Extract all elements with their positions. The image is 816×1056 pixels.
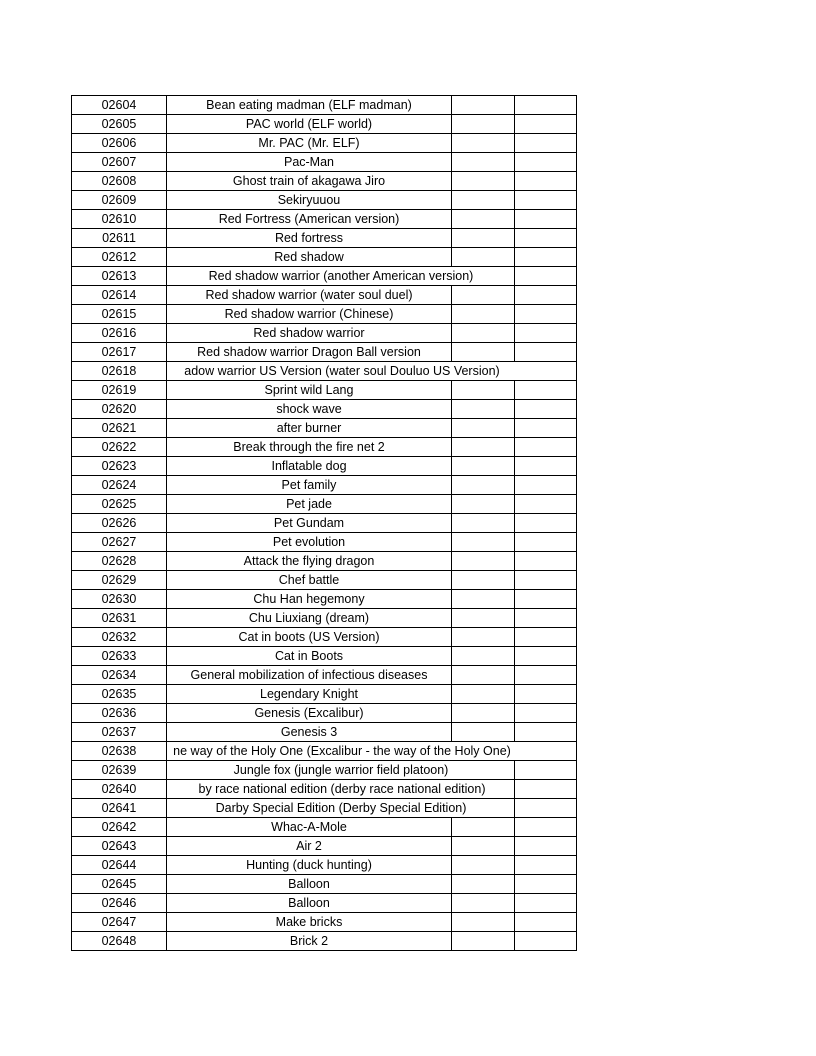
cell-name-text: Mr. PAC (Mr. ELF) [258, 136, 360, 150]
cell-id[interactable]: 02629 [71, 571, 166, 589]
cell-name[interactable] [166, 153, 451, 171]
cell-name[interactable] [166, 267, 514, 285]
cell-empty-d[interactable] [514, 818, 577, 836]
cell-name[interactable] [166, 324, 451, 342]
cell-empty-d[interactable] [514, 875, 577, 893]
table-row [71, 286, 577, 305]
table-row [71, 856, 577, 875]
table-row [71, 799, 577, 818]
cell-name[interactable] [166, 856, 451, 874]
table-row [71, 913, 577, 932]
cell-name[interactable] [166, 305, 451, 323]
table-row [71, 590, 577, 609]
table-row [71, 761, 577, 780]
cell-name-text: Attack the flying dragon [243, 554, 375, 568]
cell-empty-d[interactable] [514, 400, 577, 418]
cell-empty-d[interactable] [514, 799, 577, 817]
cell-empty-d[interactable] [514, 780, 577, 798]
cell-name[interactable] [166, 343, 451, 361]
cell-empty-d[interactable] [514, 172, 577, 190]
cell-empty-d[interactable] [514, 647, 577, 665]
cell-empty-c[interactable] [451, 894, 514, 912]
cell-id[interactable]: 02631 [71, 609, 166, 627]
cell-id[interactable]: 02611 [71, 229, 166, 247]
cell-empty-c[interactable] [451, 438, 514, 456]
cell-name[interactable] [166, 96, 451, 114]
cell-id[interactable]: 02609 [71, 191, 166, 209]
cell-empty-d[interactable] [514, 419, 577, 437]
cell-name-text: Pac-Man [283, 155, 335, 169]
cell-name[interactable] [166, 191, 451, 209]
cell-empty-c[interactable] [451, 305, 514, 323]
cell-id[interactable]: 02642 [71, 818, 166, 836]
cell-empty-c[interactable] [451, 286, 514, 304]
cell-empty-d[interactable] [514, 628, 577, 646]
cell-name-text: General mobilization of infectious diseases [190, 668, 428, 682]
cell-empty-c[interactable] [451, 153, 514, 171]
cell-id[interactable]: 02620 [71, 400, 166, 418]
table-row [71, 115, 577, 134]
cell-empty-c[interactable] [451, 856, 514, 874]
cell-name-text: Genesis (Excalibur) [254, 706, 364, 720]
cell-name-text: Cat in boots (US Version) [238, 630, 380, 644]
cell-empty-c[interactable] [451, 818, 514, 836]
table-row [71, 400, 577, 419]
cell-empty-d[interactable] [514, 704, 577, 722]
cell-empty-c[interactable] [451, 666, 514, 684]
cell-empty-d[interactable] [514, 248, 577, 266]
cell-empty-d[interactable] [514, 210, 577, 228]
cell-name[interactable] [166, 628, 451, 646]
cell-id[interactable]: 02625 [71, 495, 166, 513]
cell-id[interactable]: 02647 [71, 913, 166, 931]
cell-empty-d[interactable] [514, 685, 577, 703]
table-row [71, 476, 577, 495]
cell-id[interactable]: 02633 [71, 647, 166, 665]
cell-name[interactable] [166, 419, 451, 437]
cell-id[interactable]: 02632 [71, 628, 166, 646]
table-row [71, 514, 577, 533]
cell-empty-c[interactable] [451, 229, 514, 247]
cell-empty-c[interactable] [451, 400, 514, 418]
table-row [71, 533, 577, 552]
cell-empty-c[interactable] [451, 875, 514, 893]
cell-name[interactable] [166, 438, 451, 456]
cell-name[interactable] [166, 533, 451, 551]
cell-empty-d[interactable] [514, 495, 577, 513]
cell-name[interactable] [166, 172, 451, 190]
cell-empty-d[interactable] [514, 723, 577, 741]
cell-name-text: Darby Special Edition (Derby Special Edition) [215, 801, 467, 815]
cell-name-text: Red shadow warrior [253, 326, 365, 340]
cell-id[interactable]: 02635 [71, 685, 166, 703]
cell-empty-d[interactable] [514, 856, 577, 874]
cell-name[interactable] [166, 609, 451, 627]
cell-empty-d[interactable] [514, 115, 577, 133]
cell-name-text: Inflatable dog [271, 459, 347, 473]
cell-name[interactable] [166, 457, 451, 475]
cell-name-text: PAC world (ELF world) [245, 117, 373, 131]
cell-empty-c[interactable] [451, 324, 514, 342]
cell-name-text: Red shadow warrior (water soul duel) [205, 288, 413, 302]
cell-name-text: Red shadow warrior Dragon Ball version [197, 345, 421, 359]
table-row [71, 457, 577, 476]
cell-empty-c[interactable] [451, 495, 514, 513]
cell-empty-d[interactable] [514, 932, 577, 950]
cell-name-text: Break through the fire net 2 [233, 440, 385, 454]
cell-id[interactable]: 02616 [71, 324, 166, 342]
cell-name[interactable] [166, 818, 451, 836]
cell-id[interactable]: 02621 [71, 419, 166, 437]
cell-name-text: Red shadow warrior (another American version) [208, 269, 474, 283]
cell-name-text: Pet family [281, 478, 337, 492]
cell-id[interactable]: 02604 [71, 96, 166, 114]
cell-name-text: by race national edition (derby race national edition) [198, 782, 486, 796]
cell-empty-c[interactable] [451, 590, 514, 608]
cell-name-text: Balloon [288, 877, 330, 891]
cell-empty-d[interactable] [514, 343, 577, 361]
cell-id[interactable]: 02615 [71, 305, 166, 323]
table-row [71, 894, 577, 913]
cell-name-text: Brick 2 [289, 934, 329, 948]
cell-empty-d[interactable] [514, 438, 577, 456]
cell-id[interactable]: 02612 [71, 248, 166, 266]
table-row [71, 628, 577, 647]
cell-empty-c[interactable] [451, 837, 514, 855]
cell-empty-c[interactable] [451, 533, 514, 551]
cell-name[interactable] [166, 932, 451, 950]
cell-empty-c[interactable] [451, 419, 514, 437]
cell-name[interactable] [166, 400, 451, 418]
table-row [71, 305, 577, 324]
cell-name[interactable] [166, 666, 451, 684]
cell-name-text: Genesis 3 [280, 725, 338, 739]
table-row [71, 837, 577, 856]
cell-id[interactable]: 02608 [71, 172, 166, 190]
cell-empty-d[interactable] [514, 305, 577, 323]
cell-empty-d[interactable] [514, 514, 577, 532]
cell-name[interactable] [166, 229, 451, 247]
table-row [71, 647, 577, 666]
cell-name[interactable] [166, 723, 451, 741]
cell-name-text: Cat in Boots [274, 649, 344, 663]
cell-empty-d[interactable] [514, 742, 577, 760]
cell-empty-d[interactable] [514, 761, 577, 779]
cell-empty-d[interactable] [514, 457, 577, 475]
cell-empty-d[interactable] [514, 666, 577, 684]
cell-empty-c[interactable] [451, 685, 514, 703]
table-row [71, 495, 577, 514]
cell-empty-d[interactable] [514, 153, 577, 171]
cell-id[interactable]: 02618 [71, 362, 166, 380]
cell-empty-d[interactable] [514, 533, 577, 551]
cell-name-text: Ghost train of akagawa Jiro [232, 174, 386, 188]
table-row [71, 343, 577, 362]
cell-empty-d[interactable] [514, 324, 577, 342]
table-row [71, 172, 577, 191]
cell-id[interactable]: 02628 [71, 552, 166, 570]
cell-name[interactable] [166, 837, 451, 855]
cell-empty-c[interactable] [451, 134, 514, 152]
table-row [71, 419, 577, 438]
cell-empty-d[interactable] [514, 571, 577, 589]
table-row [71, 571, 577, 590]
cell-empty-d[interactable] [514, 96, 577, 114]
cell-name[interactable] [166, 248, 451, 266]
cell-name-text: shock wave [276, 402, 342, 416]
cell-empty-d[interactable] [514, 362, 577, 380]
cell-empty-c[interactable] [451, 115, 514, 133]
cell-name[interactable] [166, 894, 451, 912]
cell-empty-c[interactable] [451, 571, 514, 589]
cell-name[interactable] [166, 210, 451, 228]
cell-name-text: Hunting (duck hunting) [246, 858, 372, 872]
cell-id[interactable]: 02617 [71, 343, 166, 361]
cell-empty-d[interactable] [514, 590, 577, 608]
cell-id[interactable]: 02610 [71, 210, 166, 228]
cell-id[interactable]: 02634 [71, 666, 166, 684]
cell-name[interactable] [166, 571, 451, 589]
cell-empty-c[interactable] [451, 191, 514, 209]
cell-id[interactable]: 02624 [71, 476, 166, 494]
cell-id[interactable]: 02626 [71, 514, 166, 532]
cell-empty-c[interactable] [451, 552, 514, 570]
cell-name[interactable] [166, 362, 514, 380]
cell-empty-d[interactable] [514, 894, 577, 912]
cell-id[interactable]: 02644 [71, 856, 166, 874]
cell-name-text: Chef battle [278, 573, 340, 587]
cell-name[interactable] [166, 799, 514, 817]
cell-name-text: Bean eating madman (ELF madman) [206, 98, 412, 112]
cell-id[interactable]: 02619 [71, 381, 166, 399]
cell-empty-c[interactable] [451, 723, 514, 741]
cell-name-text: Pet evolution [272, 535, 346, 549]
cell-empty-c[interactable] [451, 248, 514, 266]
cell-name-text: Red Fortress (American version) [218, 212, 400, 226]
table-row [71, 191, 577, 210]
cell-name-text: Chu Han hegemony [253, 592, 365, 606]
cell-id[interactable]: 02606 [71, 134, 166, 152]
cell-empty-c[interactable] [451, 172, 514, 190]
cell-name[interactable] [166, 514, 451, 532]
cell-empty-c[interactable] [451, 343, 514, 361]
cell-name[interactable] [166, 590, 451, 608]
cell-empty-d[interactable] [514, 286, 577, 304]
cell-name-text: adow warrior US Version (water soul Douluo US Version) [184, 364, 500, 378]
cell-empty-c[interactable] [451, 96, 514, 114]
cell-id[interactable]: 02630 [71, 590, 166, 608]
cell-name[interactable] [166, 685, 451, 703]
table-row [71, 324, 577, 343]
table-row [71, 381, 577, 400]
cell-name[interactable] [166, 476, 451, 494]
cell-empty-c[interactable] [451, 381, 514, 399]
cell-empty-d[interactable] [514, 476, 577, 494]
cell-name[interactable] [166, 552, 451, 570]
cell-name[interactable] [166, 495, 451, 513]
cell-id[interactable]: 02639 [71, 761, 166, 779]
cell-id[interactable]: 02636 [71, 704, 166, 722]
cell-id[interactable]: 02643 [71, 837, 166, 855]
cell-id[interactable]: 02613 [71, 267, 166, 285]
cell-empty-d[interactable] [514, 552, 577, 570]
table-row [71, 153, 577, 172]
cell-name-text: Make bricks [275, 915, 343, 929]
cell-name-text: Chu Liuxiang (dream) [248, 611, 370, 625]
cell-name-text: Sekiryuuou [277, 193, 341, 207]
cell-id[interactable]: 02605 [71, 115, 166, 133]
cell-name-text: Red fortress [274, 231, 344, 245]
table-row [71, 932, 577, 951]
table-row [71, 609, 577, 628]
cell-empty-c[interactable] [451, 913, 514, 931]
cell-id[interactable]: 02614 [71, 286, 166, 304]
cell-name[interactable] [166, 875, 451, 893]
cell-id[interactable]: 02641 [71, 799, 166, 817]
cell-name[interactable] [166, 647, 451, 665]
table-row [71, 818, 577, 837]
cell-empty-c[interactable] [451, 628, 514, 646]
cell-id[interactable]: 02623 [71, 457, 166, 475]
cell-name-text: Legendary Knight [260, 687, 358, 701]
cell-id[interactable]: 02645 [71, 875, 166, 893]
table-row [71, 552, 577, 571]
table-row [71, 704, 577, 723]
cell-name-text: after burner [276, 421, 342, 435]
cell-empty-d[interactable] [514, 134, 577, 152]
table-row [71, 723, 577, 742]
cell-empty-d[interactable] [514, 229, 577, 247]
cell-empty-c[interactable] [451, 476, 514, 494]
cell-empty-c[interactable] [451, 609, 514, 627]
cell-empty-d[interactable] [514, 381, 577, 399]
cell-id[interactable]: 02622 [71, 438, 166, 456]
cell-id[interactable]: 02648 [71, 932, 166, 950]
cell-id[interactable]: 02627 [71, 533, 166, 551]
table-row [71, 95, 577, 115]
cell-id[interactable]: 02607 [71, 153, 166, 171]
cell-name[interactable] [166, 704, 451, 722]
cell-name[interactable] [166, 286, 451, 304]
cell-empty-c[interactable] [451, 457, 514, 475]
cell-empty-c[interactable] [451, 514, 514, 532]
cell-name[interactable] [166, 115, 451, 133]
cell-id[interactable]: 02640 [71, 780, 166, 798]
spreadsheet-table [71, 95, 577, 951]
table-row [71, 666, 577, 685]
cell-name[interactable] [166, 742, 514, 760]
cell-name-text: Red shadow warrior (Chinese) [224, 307, 394, 321]
cell-name[interactable] [166, 780, 514, 798]
table-row [71, 685, 577, 704]
cell-empty-c[interactable] [451, 647, 514, 665]
cell-empty-d[interactable] [514, 837, 577, 855]
cell-name-text: Air 2 [296, 839, 322, 853]
cell-id[interactable]: 02638 [71, 742, 166, 760]
table-row [71, 229, 577, 248]
cell-name-text: Sprint wild Lang [264, 383, 354, 397]
table-row [71, 248, 577, 267]
cell-name-text: Balloon [288, 896, 330, 910]
table-row [71, 780, 577, 799]
table-row [71, 134, 577, 153]
cell-name-text: Pet jade [286, 497, 332, 511]
cell-name-text: ne way of the Holy One (Excalibur - the way of the Holy One) [173, 744, 511, 758]
cell-empty-d[interactable] [514, 913, 577, 931]
cell-name-text: Pet Gundam [273, 516, 345, 530]
cell-name-text: Whac-A-Mole [271, 820, 347, 834]
table-row [71, 267, 577, 286]
table-row [71, 210, 577, 229]
cell-name[interactable] [166, 913, 451, 931]
cell-name-text: Red shadow [274, 250, 344, 264]
cell-name-text: Jungle fox (jungle warrior field platoon) [233, 763, 449, 777]
cell-id[interactable]: 02646 [71, 894, 166, 912]
cell-empty-c[interactable] [451, 704, 514, 722]
cell-id[interactable]: 02637 [71, 723, 166, 741]
cell-empty-d[interactable] [514, 191, 577, 209]
table-row [71, 438, 577, 457]
table-row [71, 362, 577, 381]
cell-name[interactable] [166, 381, 451, 399]
cell-empty-c[interactable] [451, 932, 514, 950]
table-row [71, 875, 577, 894]
cell-name[interactable] [166, 134, 451, 152]
cell-empty-d[interactable] [514, 267, 577, 285]
cell-empty-d[interactable] [514, 609, 577, 627]
table-row [71, 742, 577, 761]
cell-name[interactable] [166, 761, 514, 779]
cell-empty-c[interactable] [451, 210, 514, 228]
